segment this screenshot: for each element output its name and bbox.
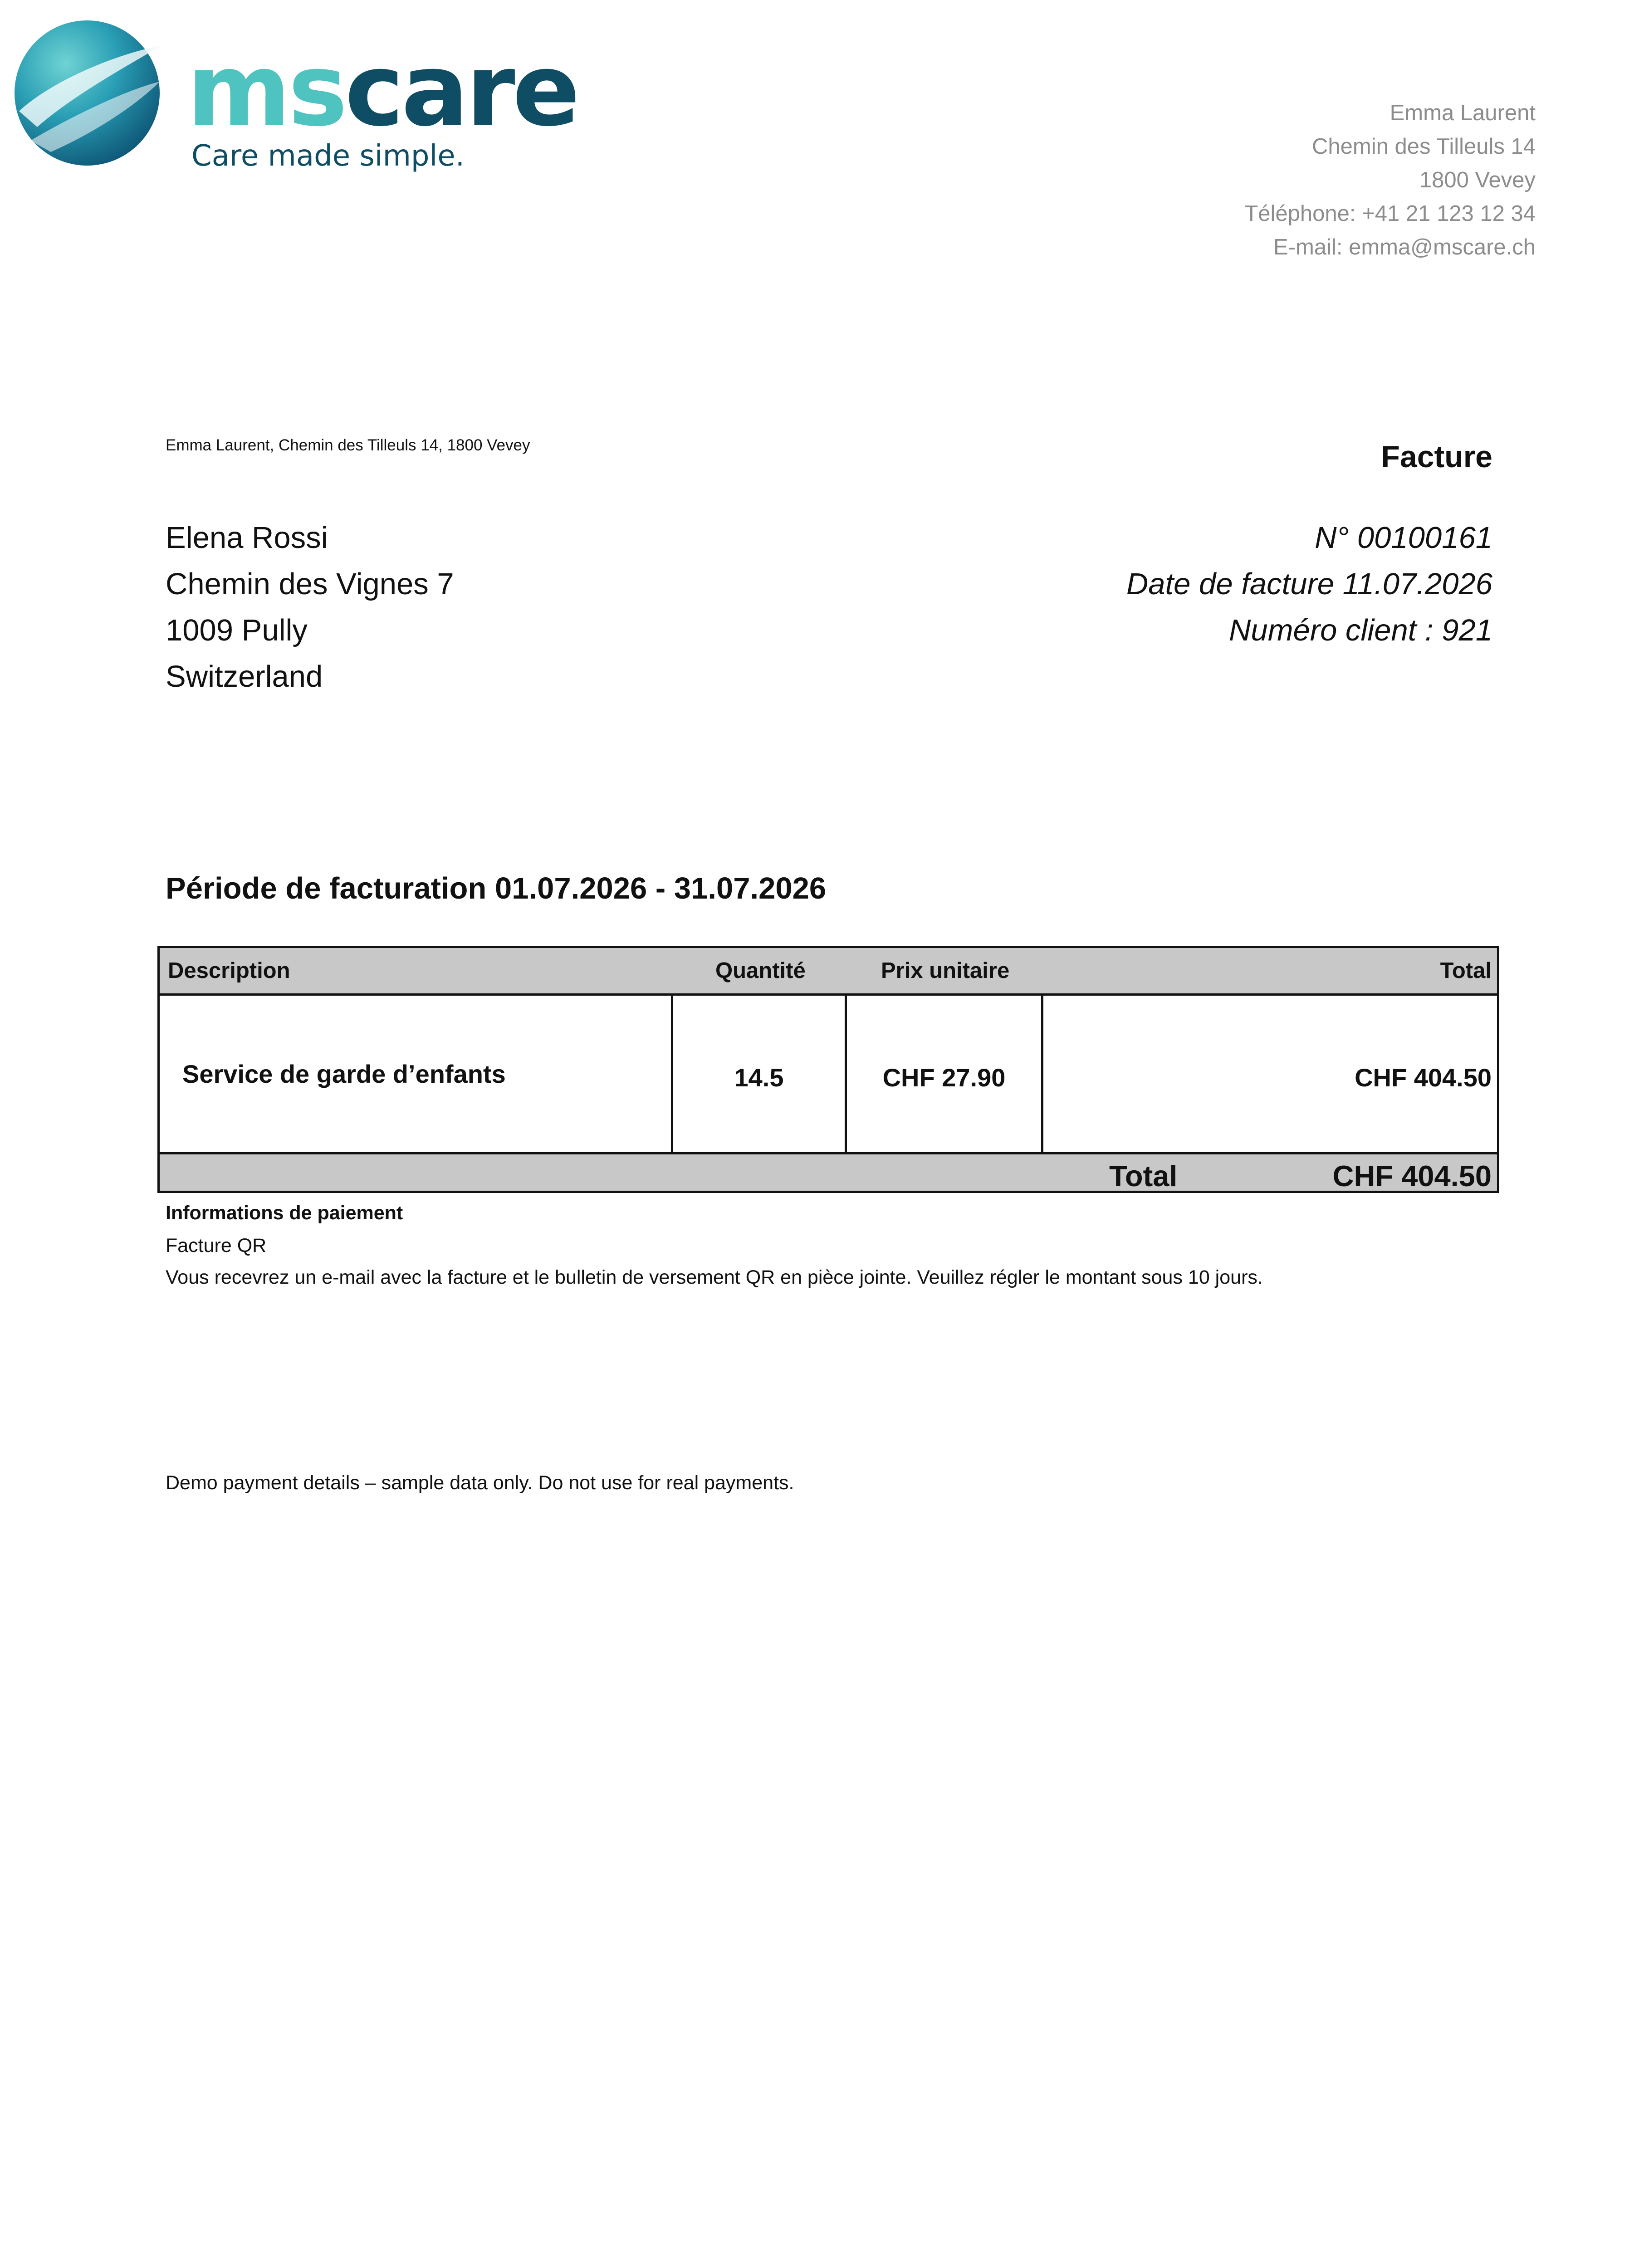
- header-quantity: Quantité: [715, 958, 806, 983]
- table-total-row: [160, 1154, 1497, 1191]
- table-row: [160, 996, 1497, 1154]
- table-header: [160, 948, 1497, 996]
- recipient-address-block: [166, 515, 454, 700]
- globe-icon: [15, 20, 162, 166]
- demo-disclaimer: Demo payment details – sample data only. Do not use for real payments.: [166, 1472, 794, 1494]
- mscare-logo: [10, 14, 600, 181]
- logo-graphic: [10, 14, 600, 181]
- invoice-number: N° 00100161: [1315, 521, 1492, 555]
- sender-address-block: [1244, 96, 1536, 264]
- header-total: Total: [1440, 958, 1492, 983]
- payment-info-title: Informations de paiement: [166, 1202, 403, 1224]
- document-title: Facture: [1381, 440, 1492, 474]
- client-number: Numéro client : 921: [1229, 613, 1492, 647]
- payment-method: Facture QR: [166, 1235, 267, 1256]
- total-label: Total: [1109, 1159, 1178, 1193]
- sender-name: Emma Laurent: [1389, 101, 1536, 125]
- row-description: Service de garde d’enfants: [182, 1060, 506, 1088]
- logo-tagline: Care made simple.: [191, 139, 465, 173]
- sender-email: E-mail: emma@mscare.ch: [1273, 235, 1536, 259]
- invoice-date: Date de facture 11.07.2026: [1126, 567, 1492, 601]
- header-unit-price: Prix unitaire: [881, 958, 1010, 983]
- header-description: Description: [168, 958, 290, 983]
- svg-text:mscare: mscare: [187, 32, 577, 148]
- payment-note: Vous recevrez un e-mail avec la facture et le bulletin de versement QR en pièce jointe. Veuillez régler le montant sous 10 jours.: [166, 1266, 1263, 1288]
- total-amount: CHF 404.50: [1332, 1159, 1492, 1193]
- sender-city: 1800 Vevey: [1419, 168, 1536, 192]
- return-address-line: Emma Laurent, Chemin des Tilleuls 14, 1800 Vevey: [166, 436, 530, 454]
- recipient-street: Chemin des Vignes 7: [166, 567, 454, 601]
- row-total: CHF 404.50: [1355, 1063, 1492, 1092]
- recipient-name: Elena Rossi: [166, 521, 328, 555]
- recipient-country: Switzerland: [166, 660, 323, 694]
- sender-street: Chemin des Tilleuls 14: [1312, 134, 1536, 159]
- row-unit-price: CHF 27.90: [882, 1063, 1006, 1092]
- column-divider: [1041, 996, 1043, 1152]
- sender-phone: Téléphone: +41 21 123 12 34: [1244, 201, 1536, 226]
- invoice-meta-block: [1126, 515, 1492, 654]
- invoice-table: [157, 946, 1499, 1193]
- billing-period: Période de facturation 01.07.2026 - 31.07.2026: [166, 871, 827, 905]
- recipient-city: 1009 Pully: [166, 613, 308, 647]
- row-quantity: 14.5: [734, 1063, 784, 1092]
